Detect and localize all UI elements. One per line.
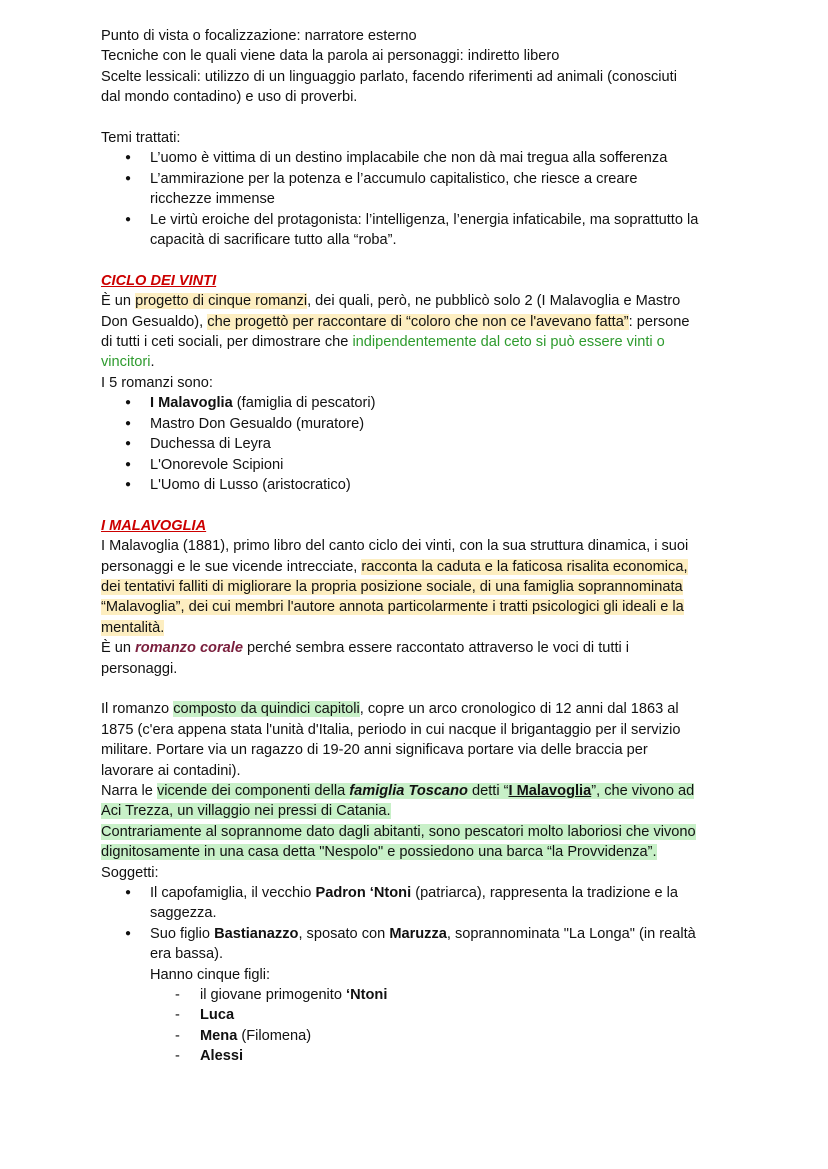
soggetto-item-continuation: era bassa). xyxy=(150,946,224,963)
highlight: Contrariamente al soprannome dato dagli abitanti, sono pescatori molto laboriosi che vivono xyxy=(101,823,696,840)
paragraph-line: È un romanzo corale perché sembra essere raccontato attraverso le voci di tutti i xyxy=(101,640,630,657)
highlight: vicende dei componenti della famiglia Toscano detti “I Malavoglia”, che vivono ad xyxy=(156,782,695,799)
highlight: progetto di cinque romanzi xyxy=(135,293,308,310)
intro-line: dal mondo contadino) e uso di proverbi. xyxy=(101,89,358,106)
paragraph-line xyxy=(101,801,741,821)
section-heading-malavoglia xyxy=(101,516,741,536)
novel-item: ● L'Onorevole Scipioni xyxy=(101,455,741,475)
highlight: mentalità. xyxy=(101,619,165,636)
intro-line: Punto di vista o focalizzazione: narratore esterno xyxy=(101,28,417,44)
heading-text: CICLO DEI VINTI xyxy=(101,272,217,289)
soggetto-item-continuation: saggezza. xyxy=(150,905,217,922)
figli-title: Hanno cinque figli: xyxy=(150,966,271,983)
paragraph-line: lavorare ai contadini). xyxy=(101,762,241,779)
highlight: dignitosamente in una casa detta "Nespolo" e possiedono una barca “la Provvidenza”. xyxy=(101,844,657,861)
novel-item: ● Mastro Don Gesualdo (muratore) xyxy=(101,414,741,434)
figlio-item: - Mena (Filomena) xyxy=(101,1026,741,1046)
intro-line: Tecniche con le quali viene data la parola ai personaggi: indiretto libero xyxy=(101,48,560,65)
soggetto-item: ● Il capofamiglia, il vecchio Padron ‘Ntoni (patriarca), rappresenta la tradizione e la xyxy=(101,883,741,903)
paragraph-line: di tutti i ceti sociali, per dimostrare che indipendentemente dal ceto si può essere vinti o xyxy=(101,334,665,351)
paragraph-line xyxy=(101,842,741,862)
soggetto-item: ● Suo figlio Bastianazzo, sposato con Maruzza, soprannominata "La Longa" (in realtà xyxy=(101,924,741,944)
paragraph-line xyxy=(101,577,741,597)
novel-item: ● Duchessa di Leyra xyxy=(101,434,741,454)
paragraph-line xyxy=(101,597,741,617)
green-text: vincitori xyxy=(101,354,151,371)
temi-item-continuation: capacità di sacrificare tutto alla “roba”. xyxy=(150,232,397,249)
paragraph-line xyxy=(101,618,741,638)
intro-line: Scelte lessicali: utilizzo di un linguaggio parlato, facendo riferimenti ad animali (conosciuti xyxy=(101,68,677,85)
section-heading-ciclo xyxy=(101,271,741,291)
paragraph-line: vincitori. xyxy=(101,354,155,371)
highlight: che progettò per raccontare di “coloro che non ce l'avevano fatta” xyxy=(207,313,629,330)
highlight: composto da quindici capitoli xyxy=(173,701,360,718)
temi-item: ● Le virtù eroiche del protagonista: l’intelligenza, l’energia infaticabile, ma soprattutto la xyxy=(101,210,741,230)
emphasis: romanzo corale xyxy=(135,640,243,657)
figlio-item: - Alessi xyxy=(101,1046,741,1066)
novels-list-title: I 5 romanzi sono: xyxy=(101,374,213,391)
novel-item: ● L'Uomo di Lusso (aristocratico) xyxy=(101,475,741,495)
document-page xyxy=(101,26,741,1067)
paragraph-line: militare. Portare via un ragazzo di 19-20 anni significava portare via delle braccia per xyxy=(101,742,648,759)
paragraph-line: Il romanzo composto da quindici capitoli, copre un arco cronologico di 12 anni dal 1863 al xyxy=(101,701,679,718)
highlight: Aci Trezza, un villaggio nei pressi di Catania. xyxy=(101,803,391,820)
temi-title: Temi trattati: xyxy=(101,130,181,147)
soggetti-title: Soggetti: xyxy=(101,864,159,881)
paragraph-line: Don Gesualdo), che progettò per raccontare di “coloro che non ce l'avevano fatta”: persone xyxy=(101,313,690,330)
paragraph-line: È un progetto di cinque romanzi, dei quali, però, ne pubblicò solo 2 (I Malavoglia e Mastro xyxy=(101,293,681,310)
paragraph-line: I Malavoglia (1881), primo libro del canto ciclo dei vinti, con la sua struttura dinamica, i suoi xyxy=(101,538,689,555)
figlio-item: - il giovane primogenito ‘Ntoni xyxy=(101,985,741,1005)
highlight: “Malavoglia”, dei cui membri l'autore annota particolarmente i tratti psicologici gli ideali e la xyxy=(101,599,684,616)
highlight: dei tentativi falliti di migliorare la propria posizione sociale, di una famiglia soprannominata xyxy=(101,578,683,595)
temi-item: ● L’ammirazione per la potenza e l’accumulo capitalistico, che riesce a creare xyxy=(101,169,741,189)
paragraph-line xyxy=(101,822,741,842)
paragraph-line: personaggi e le sue vicende intrecciate, racconta la caduta e la faticosa risalita economica, xyxy=(101,558,688,575)
temi-item-continuation: ricchezze immense xyxy=(150,191,275,208)
figlio-item: - Luca xyxy=(101,1005,741,1025)
paragraph-line: Narra le vicende dei componenti della famiglia Toscano detti “I Malavoglia”, che vivono ad xyxy=(101,782,695,799)
highlight: racconta la caduta e la faticosa risalita economica, xyxy=(361,558,688,575)
temi-item: ● L’uomo è vittima di un destino implacabile che non dà mai tregua alla sofferenza xyxy=(101,148,741,168)
paragraph-line: 1875 (c'era appena stata l'unità d'Italia, periodo in cui nacque il brigantaggio per il servizio xyxy=(101,721,681,738)
paragraph-line: personaggi. xyxy=(101,660,178,677)
novel-item: ● I Malavoglia (famiglia di pescatori) xyxy=(101,393,741,413)
heading-text: I MALAVOGLIA xyxy=(101,517,207,534)
green-text: indipendentemente dal ceto si può essere vinti o xyxy=(352,334,665,351)
